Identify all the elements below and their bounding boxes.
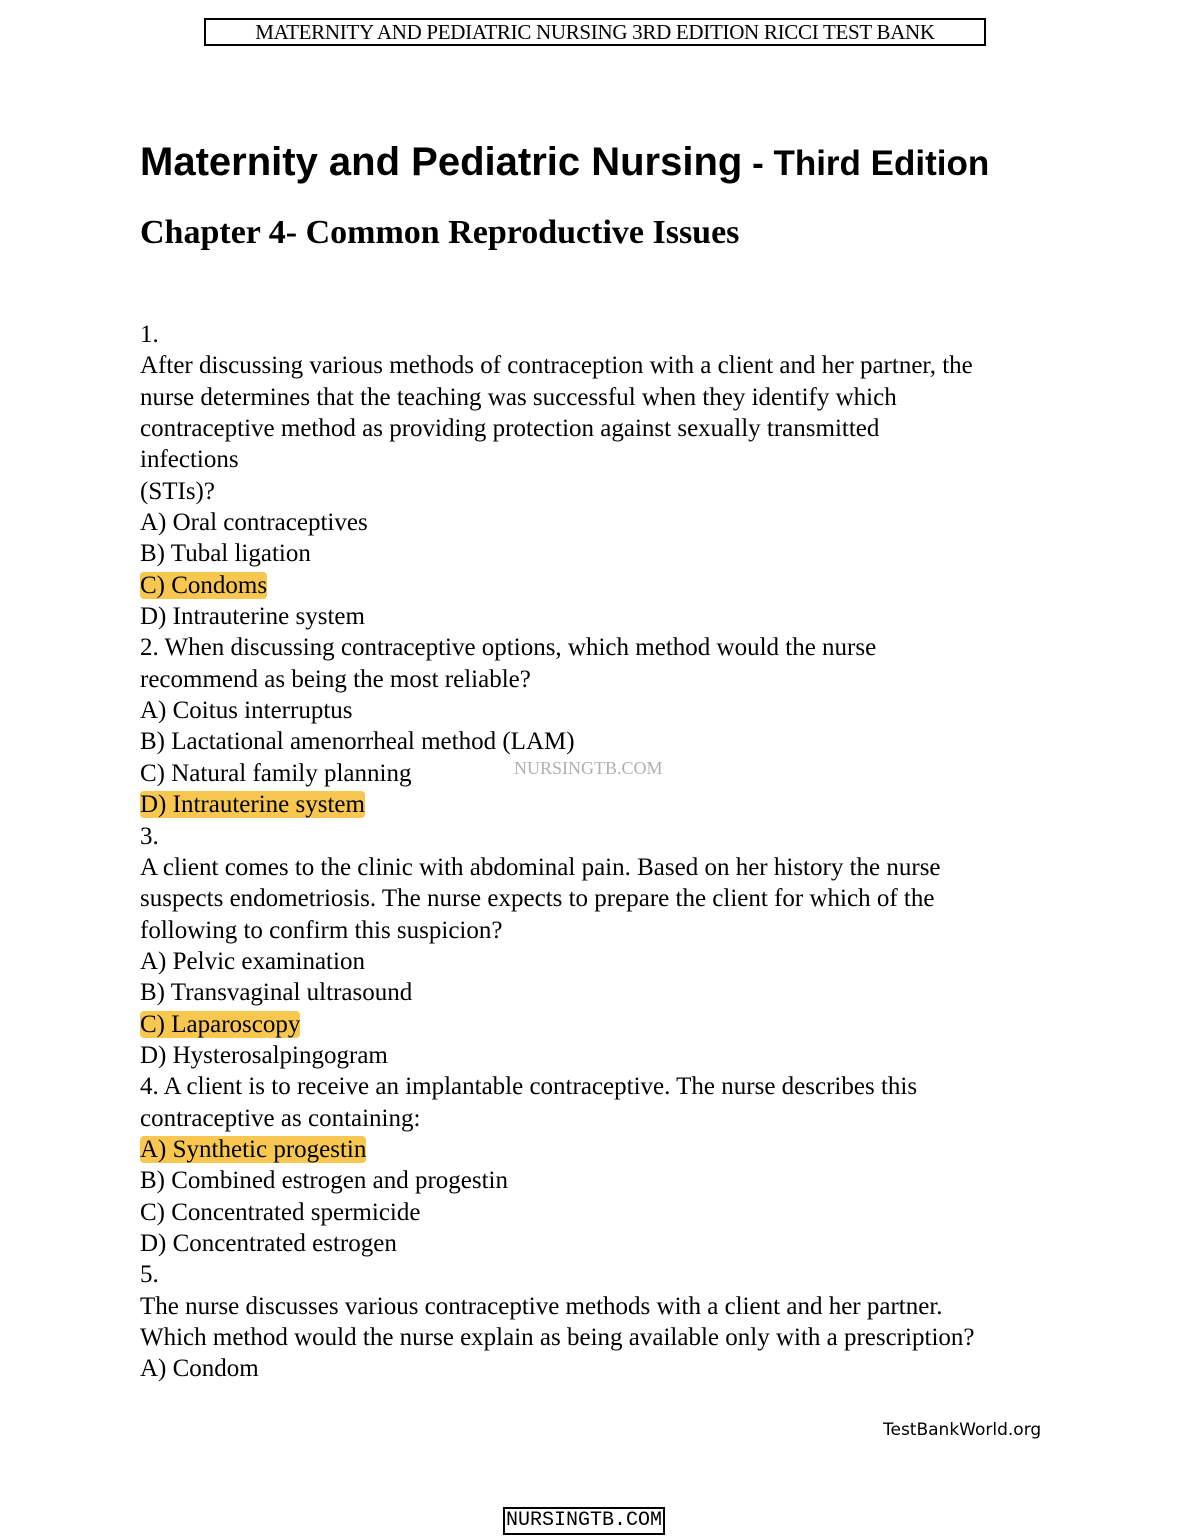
answer-text: A) Condom xyxy=(140,1355,259,1383)
answer-option xyxy=(140,1353,1070,1384)
question-stem-line: A client comes to the clinic with abdominal pain. Based on her history the nurse xyxy=(140,853,941,881)
question xyxy=(140,821,1070,1072)
answer-text: B) Combined estrogen and progestin xyxy=(140,1167,508,1195)
answer-option xyxy=(140,1134,1070,1165)
question-stem-line: following to confirm this suspicion? xyxy=(140,916,503,944)
answer-option xyxy=(140,570,1070,601)
answer-option xyxy=(140,1197,1070,1228)
question-stem-line: (STIs)? xyxy=(140,477,215,505)
question-stem-line: 4. A client is to receive an implantable contraceptive. The nurse describes this xyxy=(140,1073,918,1101)
answer-option xyxy=(140,695,1070,726)
answer-option xyxy=(140,601,1070,632)
question-stem-line: recommend as being the most reliable? xyxy=(140,665,531,693)
question-stem-line: nurse determines that the teaching was successful when they identify which xyxy=(140,383,897,411)
answer-option xyxy=(140,789,1070,820)
answer-text: C) Concentrated spermicide xyxy=(140,1198,421,1226)
answer-option xyxy=(140,507,1070,538)
answer-option xyxy=(140,1165,1070,1196)
answer-text: D) Concentrated estrogen xyxy=(140,1229,397,1257)
answer-text: A) Pelvic examination xyxy=(140,947,365,975)
question-stem-line: 3. xyxy=(140,822,159,850)
answer-text: C) Natural family planning xyxy=(140,759,412,787)
chapter-heading: Chapter 4- Common Reproductive Issues xyxy=(140,214,740,251)
answer-text: B) Transvaginal ultrasound xyxy=(140,979,413,1007)
answer-option xyxy=(140,977,1070,1008)
question xyxy=(140,1071,1070,1259)
question-stem-line: suspects endometriosis. The nurse expects to prepare the client for which of the xyxy=(140,885,935,913)
correct-answer-highlight: C) Condoms xyxy=(140,571,268,599)
answer-option xyxy=(140,726,1070,757)
question xyxy=(140,632,1070,820)
question-stem-line: 2. When discussing contraceptive options, which method would the nurse xyxy=(140,634,877,662)
question-stem-line: 5. xyxy=(140,1261,159,1289)
question-stem-line: After discussing various methods of contraception with a client and her partner, the xyxy=(140,352,973,380)
answer-text: A) Coitus interruptus xyxy=(140,697,353,725)
question-stem-line: contraceptive as containing: xyxy=(140,1104,421,1132)
title-main: Maternity and Pediatric Nursing xyxy=(140,140,743,184)
answer-option xyxy=(140,1040,1070,1071)
correct-answer-highlight: A) Synthetic progestin xyxy=(140,1135,367,1163)
correct-answer-highlight: D) Intrauterine system xyxy=(140,791,365,819)
watermark: NURSINGTB.COM xyxy=(514,758,663,778)
running-header: MATERNITY AND PEDIATRIC NURSING 3RD EDITION RICCI TEST BANK xyxy=(204,18,986,46)
question xyxy=(140,319,1070,632)
question-stem-line: contraceptive method as providing protection against sexually transmitted xyxy=(140,415,880,443)
answer-option xyxy=(140,538,1070,569)
question-stem-line: Which method would the nurse explain as being available only with a prescription? xyxy=(140,1324,975,1351)
answer-option xyxy=(140,1228,1070,1259)
answer-text: D) Hysterosalpingogram xyxy=(140,1041,388,1069)
title-edition: - Third Edition xyxy=(742,144,990,183)
question-stem-line: infections xyxy=(140,446,239,474)
answer-text: D) Intrauterine system xyxy=(140,603,365,631)
answer-text: B) Tubal ligation xyxy=(140,540,311,568)
answer-text: A) Oral contraceptives xyxy=(140,509,368,537)
answer-text: B) Lactational amenorrheal method (LAM) xyxy=(140,728,575,756)
question-stem-line: The nurse discusses various contraceptive methods with a client and her partner. xyxy=(140,1292,943,1320)
document-title xyxy=(140,140,989,185)
footer-badge: NURSINGTB.COM xyxy=(503,1507,665,1535)
question-list xyxy=(140,319,1070,1385)
correct-answer-highlight: C) Laparoscopy xyxy=(140,1010,301,1038)
answer-option xyxy=(140,1009,1070,1040)
question xyxy=(140,1259,1070,1384)
question-stem-line: 1. xyxy=(140,321,159,348)
site-credit: TestBankWorld.org xyxy=(883,1420,1042,1440)
answer-option xyxy=(140,946,1070,977)
